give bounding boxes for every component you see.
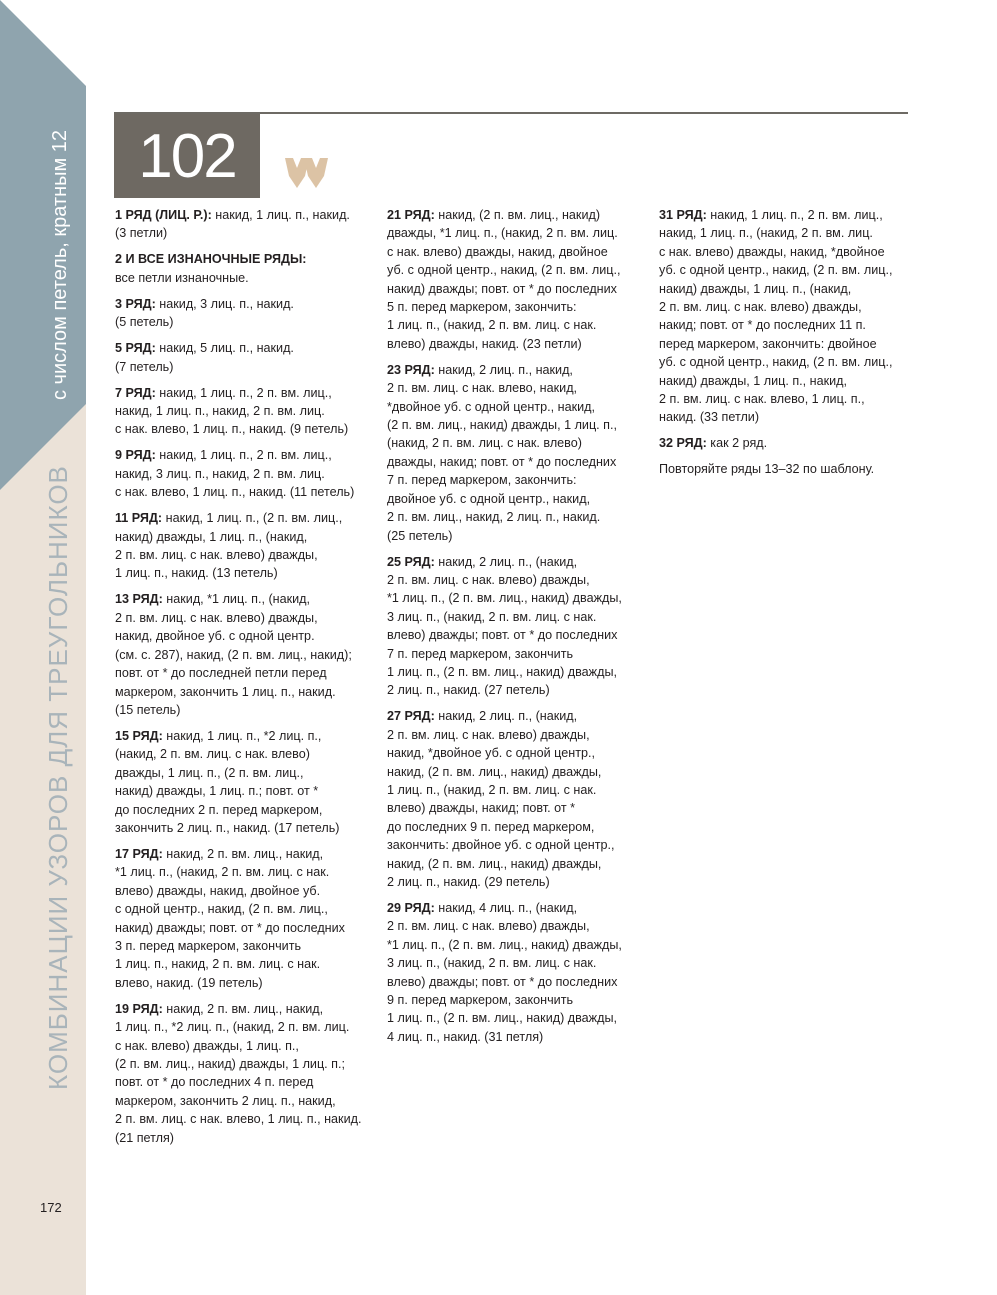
row-text: все петли изнаночные. — [115, 270, 249, 285]
page-number: 172 — [40, 1200, 62, 1215]
row-instruction — [115, 845, 370, 992]
knit-stitches-icon — [283, 156, 339, 196]
row-instruction — [115, 590, 370, 719]
row-text: накид, 2 лиц. п., (накид, 2 п. вм. лиц. с нак. влево) дважды, накид, *двойное уб. с одной центр., накид, (2 п. вм. лиц., накид) дважды, 1 лиц. п., (накид, 2 п. вм. лиц. с нак. влево) дважды, накид; повт. от * до последних 9 п. перед маркером, закончить: двойное уб. с одной центр., накид, (2 п. вм. лиц., накид) дважды, 2 лиц. п., накид. (29 петель) — [387, 709, 615, 889]
row-label: 23 РЯД: — [387, 362, 435, 377]
row-text: Повторяйте ряды 13–32 по шаблону. — [659, 462, 875, 477]
sidebar-triangle — [0, 0, 86, 500]
instructions-column-3 — [659, 206, 914, 486]
row-instruction — [387, 361, 642, 545]
row-text: накид, *1 лиц. п., (накид, 2 п. вм. лиц. с нак. влево) дважды, накид, двойное уб. с одной центр. (см. с. 287), накид, (2 п. вм. лиц., накид); повт. от * до последней петли перед маркером, закончить 1 лиц. п., накид. (15 петель) — [115, 592, 352, 717]
row-label: 1 РЯД (ЛИЦ. Р.): — [115, 208, 212, 222]
section-title: КОМБИНАЦИИ УЗОРОВ ДЛЯ ТРЕУГОЛЬНИКОВ — [43, 465, 73, 1090]
row-text: накид, (2 п. вм. лиц., накид) дважды, *1 лиц. п., (накид, 2 п. вм. лиц. с нак. влево) дважды, накид, двойное уб. с одной центр., накид, (2 п. вм. лиц., накид) дважды; повт. от * до последних 5 п. перед маркером, закончить: 1 лиц. п., (накид, 2 п. вм. лиц. с нак. влево) дважды, накид. (23 петли) — [387, 208, 621, 351]
row-instruction — [387, 899, 642, 1046]
row-instruction — [115, 206, 370, 243]
repeat-note — [659, 460, 914, 478]
row-text: накид, 2 п. вм. лиц., накид, 1 лиц. п., *2 лиц. п., (накид, 2 п. вм. лиц. с нак. влево) дважды, 1 лиц. п., (2 п. вм. лиц., накид) дважды, 1 лиц. п.; повт. от * до последних 4 п. перед маркером, закончить 2 лиц. п., накид, 2 п. вм. лиц. с нак. влево, 1 лиц. п., накид. (21 петля) — [115, 1001, 362, 1145]
row-label: 3 РЯД: — [115, 296, 156, 311]
row-label: 29 РЯД: — [387, 901, 435, 915]
row-text: накид, 2 п. вм. лиц., накид, *1 лиц. п., (накид, 2 п. вм. лиц. с нак. влево) дважды, накид, двойное уб. с одной центр., накид, (2 п. вм. лиц., накид) дважды; повт. от * до последних 3 п. перед маркером, закончить 1 лиц. п., накид, 2 п. вм. лиц. с нак. влево, накид. (19 петель) — [115, 846, 345, 990]
row-text: накид, 3 лиц. п., накид. (5 петель) — [115, 296, 294, 330]
row-text: накид, 1 лиц. п., *2 лиц. п., (накид, 2 п. вм. лиц. с нак. влево) дважды, 1 лиц. п., (2 п. вм. лиц., накид) дважды, 1 лиц. п.; повт. от * до последних 2 п. перед маркером, закончить 2 лиц. п., накид. (17 петель) — [115, 728, 340, 835]
row-text: накид, 1 лиц. п., (2 п. вм. лиц., накид) дважды, 1 лиц. п., (накид, 2 п. вм. лиц. с нак. влево) дважды, 1 лиц. п., накид. (13 петель) — [115, 511, 343, 581]
row-text: накид, 2 лиц. п., (накид, 2 п. вм. лиц. с нак. влево) дважды, *1 лиц. п., (2 п. вм. лиц., накид) дважды, 3 лиц. п., (накид, 2 п. вм. лиц. с нак. влево) дважды; повт. от * до последних 7 п. перед маркером, закончить 1 лиц. п., (2 п. вм. лиц., накид) дважды, 2 лиц. п., накид. (27 петель) — [387, 554, 622, 698]
row-label: 19 РЯД: — [115, 1001, 163, 1016]
row-label: 27 РЯД: — [387, 709, 435, 724]
row-instruction — [115, 509, 370, 583]
row-instruction — [387, 707, 642, 891]
row-label: 7 РЯД: — [115, 385, 156, 400]
row-instruction — [387, 206, 642, 353]
row-label: 31 РЯД: — [659, 208, 707, 222]
row-instruction — [387, 553, 642, 700]
row-label: 25 РЯД: — [387, 554, 435, 569]
row-text: накид, 1 лиц. п., накид. (3 петли) — [115, 208, 350, 241]
row-instruction — [115, 250, 370, 287]
row-instruction — [659, 434, 914, 452]
row-text: накид, 1 лиц. п., 2 п. вм. лиц., накид, 1 лиц. п., накид, 2 п. вм. лиц. с нак. влево, 1 лиц. п., накид. (9 петель) — [115, 385, 349, 437]
row-label: 11 РЯД: — [115, 511, 163, 526]
row-label: 13 РЯД: — [115, 592, 163, 607]
row-instruction — [115, 384, 370, 439]
row-instruction — [115, 727, 370, 837]
row-text: накид, 1 лиц. п., 2 п. вм. лиц., накид, 3 лиц. п., накид, 2 п. вм. лиц. с нак. влево, 1 лиц. п., накид. (11 петель) — [115, 448, 355, 500]
instructions-column-1 — [115, 206, 370, 1155]
row-label: 32 РЯД: — [659, 436, 707, 451]
section-subtitle: с числом петель, кратным 12 — [49, 129, 71, 400]
pattern-number: 102 — [114, 114, 260, 198]
row-text: как 2 ряд. — [706, 436, 768, 451]
row-instruction — [115, 339, 370, 376]
row-text: накид, 2 лиц. п., накид, 2 п. вм. лиц. с нак. влево, накид, *двойное уб. с одной центр., накид, (2 п. вм. лиц., накид) дважды, 1 лиц. п., (накид, 2 п. вм. лиц. с нак. влево) дважды, накид; повт. от * до последних 7 п. перед маркером, закончить: двойное уб. с одной центр., накид, 2 п. вм. лиц., накид, 2 лиц. п., накид. (25 петель) — [387, 362, 617, 543]
row-label: 15 РЯД: — [115, 728, 163, 743]
row-text: накид, 5 лиц. п., накид. (7 петель) — [115, 341, 294, 374]
row-label: 17 РЯД: — [115, 846, 163, 861]
row-label: 9 РЯД: — [115, 448, 156, 463]
row-text: накид, 1 лиц. п., 2 п. вм. лиц., накид, 1 лиц. п., (накид, 2 п. вм. лиц. с нак. влево) дважды, накид, *двойное уб. с одной центр., накид, (2 п. вм. лиц., накид) дважды, 1 лиц. п., (накид, 2 п. вм. лиц. с нак. влево) дважды, накид; повт. от * до последних 11 п. перед маркером, закончить: двойное уб. с одной центр., накид, (2 п. вм. лиц., накид) дважды, 1 лиц. п., накид, 2 п. вм. лиц. с нак. влево, 1 лиц. п., накид. (33 петли) — [659, 208, 893, 425]
row-text: накид, 4 лиц. п., (накид, 2 п. вм. лиц. с нак. влево) дважды, *1 лиц. п., (2 п. вм. лиц., накид) дважды, 3 лиц. п., (накид, 2 п. вм. лиц. с нак. влево) дважды; повт. от * до последних 9 п. перед маркером, закончить 1 лиц. п., (2 п. вм. лиц., накид) дважды, 4 лиц. п., накид. (31 петля) — [387, 901, 622, 1044]
row-label: 2 И ВСЕ ИЗНАНОЧНЫЕ РЯДЫ: — [115, 252, 307, 267]
row-label: 5 РЯД: — [115, 341, 156, 356]
row-instruction — [115, 295, 370, 332]
row-label: 21 РЯД: — [387, 208, 435, 222]
row-instruction — [659, 206, 914, 427]
instructions-column-2 — [387, 206, 642, 1054]
sidebar — [0, 0, 86, 1295]
row-instruction — [115, 1000, 370, 1147]
row-instruction — [115, 446, 370, 501]
